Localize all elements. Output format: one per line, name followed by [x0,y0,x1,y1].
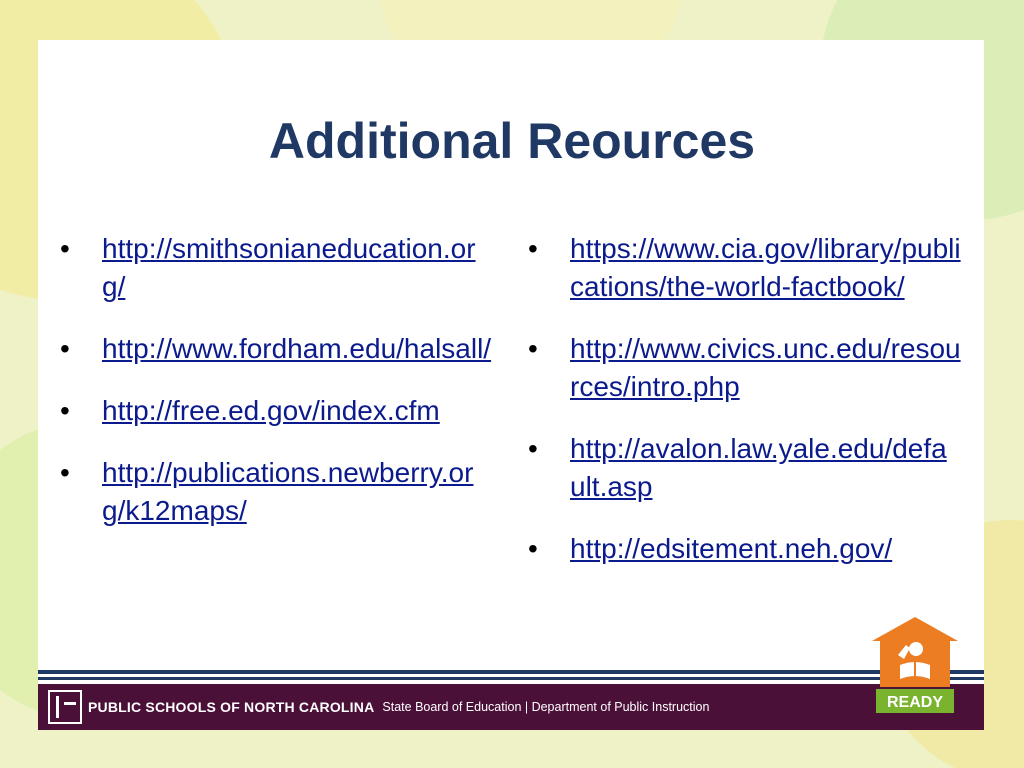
left-link-list [60,230,500,554]
bullet: • [60,457,70,488]
bullet: • [528,433,538,464]
list-item [60,330,500,368]
footer-divider [38,670,984,674]
resource-link[interactable]: http://publications.newberry.org/k12maps/ [102,457,474,526]
list-item [528,530,968,568]
footer-subtitle: State Board of Education | Department of Public Instruction [382,700,710,714]
footer-bar [38,684,984,730]
slide-title: Additional Reources [268,113,756,169]
resource-link[interactable]: http://www.fordham.edu/halsall/ [102,333,492,364]
resource-link[interactable]: https://www.cia.gov/library/publications/the-world-factbook/ [570,233,961,302]
reading-student-house-icon [870,615,960,715]
list-item [60,392,500,430]
list-item [60,454,500,530]
bullet: • [528,233,538,264]
ready-badge [870,615,960,715]
footer-divider [38,677,984,680]
list-item [528,430,968,506]
list-item [60,230,500,306]
list-item [528,330,968,406]
bullet: • [60,233,70,264]
right-link-list [528,230,968,592]
resource-link[interactable]: http://free.ed.gov/index.cfm [102,395,440,426]
resource-link[interactable]: http://www.civics.unc.edu/resources/intro.php [570,333,961,402]
bullet: • [60,333,70,364]
bullet: • [528,333,538,364]
footer-org: PUBLIC SCHOOLS OF NORTH CAROLINA [88,699,375,715]
list-item [528,230,968,306]
resource-link[interactable]: http://edsitement.neh.gov/ [570,533,893,564]
ready-badge-label: READY [886,694,944,711]
resource-link[interactable]: http://avalon.law.yale.edu/default.asp [570,433,947,502]
nc-seal-icon [48,690,82,724]
bullet: • [528,533,538,564]
resource-link[interactable]: http://smithsonianeducation.org/ [102,233,476,302]
bullet: • [60,395,70,426]
